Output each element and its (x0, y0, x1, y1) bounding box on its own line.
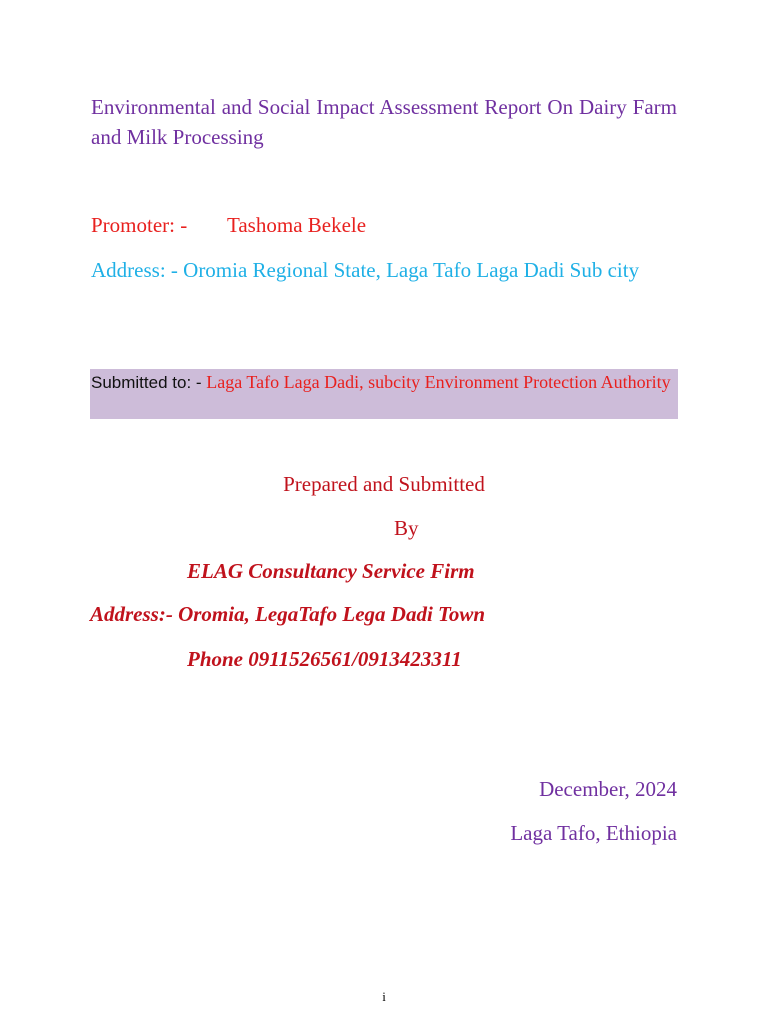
report-place: Laga Tafo, Ethiopia (510, 821, 677, 845)
promoter-label: Promoter: - (91, 213, 188, 237)
promoter-line (91, 211, 367, 239)
report-title: Environmental and Social Impact Assessment Report On Dairy Farm and Milk Processing (91, 95, 677, 149)
firm-name: ELAG Consultancy Service Firm (187, 559, 475, 583)
page-number: i (382, 989, 386, 1004)
promoter-address: Address: - Oromia Regional State, Laga Tafo Laga Dadi Sub city (91, 258, 640, 282)
prepared-and-submitted: Prepared and Submitted (283, 472, 485, 496)
promoter-name: Tashoma Bekele (227, 213, 367, 237)
by-line: By (394, 516, 419, 540)
firm-address: Address:- Oromia, LegaTafo Lega Dadi Town (90, 602, 486, 626)
firm-phone: Phone 0911526561/0913423311 (187, 647, 462, 671)
submitted-to-block (90, 369, 678, 419)
submitted-to-label: Submitted to: - (91, 373, 207, 392)
report-date: December, 2024 (539, 777, 677, 801)
submitted-to-value: Laga Tafo Laga Dadi, subcity Environment Protection Authority (206, 372, 671, 392)
